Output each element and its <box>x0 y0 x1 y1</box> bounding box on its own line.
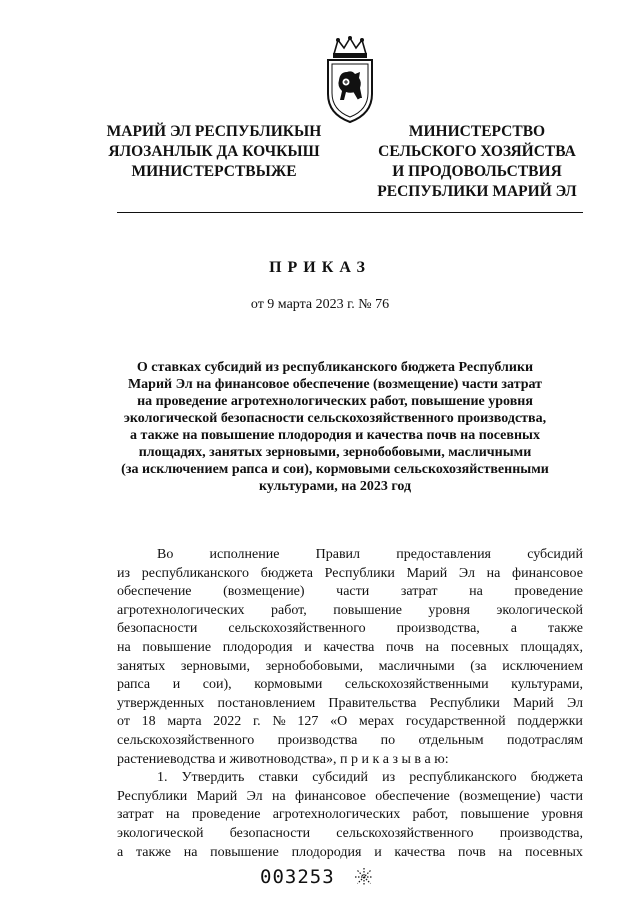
body-word: рапса <box>117 677 151 693</box>
body-word: ставки <box>258 770 299 786</box>
body-word: занятых <box>117 658 166 674</box>
body-word: сельскохозяйственного <box>117 732 255 748</box>
body-word: поддержки <box>517 714 583 730</box>
body-line <box>117 565 583 584</box>
header-right-block <box>366 122 588 202</box>
body-word: 1. <box>157 770 168 786</box>
body-word: 18 <box>141 714 156 730</box>
body-word: сои), <box>202 677 232 693</box>
body-word: исключением <box>502 658 583 674</box>
body-word: государственной <box>405 714 506 730</box>
body-line <box>117 844 583 863</box>
body-word: экологической <box>117 825 204 841</box>
body-word: исполнение <box>209 547 280 562</box>
body-line <box>117 676 583 695</box>
body-word: Правительства <box>328 695 417 711</box>
body-word: повышение <box>333 602 402 618</box>
body-word: субсидий <box>312 770 368 786</box>
body-word: финансовое <box>295 788 366 804</box>
body-word: на <box>469 584 483 600</box>
body-word: производства <box>277 732 358 748</box>
body-word: на <box>498 844 513 860</box>
body-text <box>117 546 583 862</box>
body-word: агротехнологических <box>117 602 245 618</box>
body-word: проведение <box>514 584 583 600</box>
body-line <box>117 602 583 621</box>
body-word: части <box>549 788 583 804</box>
body-line <box>117 806 583 825</box>
header-divider <box>117 212 583 213</box>
body-word: уровня <box>428 602 470 618</box>
subject-line: площадях, занятых зерновыми, зернобобовыми, масличными <box>138 445 532 460</box>
body-word: (возмещение) <box>459 788 541 804</box>
body-word: масличными <box>378 658 455 674</box>
subject-line: на проведение агротехнологических работ, повышение уровня <box>137 394 533 409</box>
header-left-line: ЯЛОЗАНЛЫК ДА КОЧКЫШ <box>108 143 320 160</box>
body-word: на <box>117 639 131 655</box>
body-word: утвержденных <box>117 695 205 711</box>
body-word: зерновыми, <box>180 658 250 674</box>
body-word: сельскохозяйственными <box>344 677 489 693</box>
subject-line: Марий Эл на финансовое обеспечение (возмещение) части затрат <box>127 377 543 392</box>
body-word: повышение <box>460 807 530 823</box>
body-word: Республики <box>324 565 395 581</box>
body-word: отдельным <box>418 732 484 748</box>
body-word: уровня <box>541 807 583 823</box>
subject-heading <box>90 359 580 495</box>
body-word: Во <box>157 547 174 562</box>
body-word: части <box>336 584 370 600</box>
subject-line: а также на повышение плодородия и качества почв на посевных <box>130 428 540 443</box>
body-word: бюджета <box>260 565 313 581</box>
body-line <box>117 769 583 788</box>
body-line <box>117 546 583 565</box>
body-word: почв <box>457 844 486 860</box>
body-line <box>117 713 583 732</box>
subject-line: О ставках субсидий из республиканского бюджета Республики <box>136 360 534 375</box>
body-word: повышение <box>210 844 279 860</box>
body-word: на <box>183 844 198 860</box>
coat-of-arms-emblem <box>322 36 378 124</box>
body-word: бюджета <box>530 770 583 786</box>
body-line <box>117 695 583 714</box>
body-word: от <box>117 714 130 730</box>
body-word: и <box>172 677 181 693</box>
body-word: экологической <box>496 602 583 618</box>
body-word: субсидий <box>527 547 583 562</box>
body-line <box>117 658 583 677</box>
body-word: безопасности <box>117 621 198 637</box>
header-left-line: МАРИЙ ЭЛ РЕСПУБЛИКЫН <box>106 123 322 140</box>
body-word: Эл <box>566 695 583 711</box>
body-word: кормовыми <box>254 677 323 693</box>
body-line <box>117 639 583 658</box>
body-word: из <box>117 565 131 581</box>
body-word: марта <box>167 714 202 730</box>
body-line <box>117 788 583 807</box>
body-word: по <box>380 732 396 748</box>
body-word: работ, <box>412 807 449 823</box>
body-word: на <box>271 788 286 804</box>
body-word: и <box>374 844 382 860</box>
body-word: Марий <box>513 695 554 711</box>
body-word: Эл <box>246 788 263 804</box>
body-word: финансовое <box>512 565 583 581</box>
body-word: республиканского <box>141 565 250 581</box>
body-word: а <box>510 621 517 637</box>
registration-number: 003253 <box>260 866 335 888</box>
body-word: площадях, <box>520 639 583 655</box>
body-word: постановлением <box>217 695 316 711</box>
header-right-line: МИНИСТЕРСТВО <box>408 123 546 140</box>
header-right-line: И ПРОДОВОЛЬСТВИЯ <box>392 163 562 180</box>
body-word: № <box>272 714 286 730</box>
body-word: почв <box>385 639 414 655</box>
body-word: Эл <box>458 565 475 581</box>
body-word: обеспечение <box>375 788 450 804</box>
body-word: на <box>486 565 501 581</box>
body-line <box>117 583 583 602</box>
body-word: работ, <box>271 602 307 618</box>
body-word: повышение <box>142 639 212 655</box>
body-word: зернобобовыми, <box>265 658 363 674</box>
body-line <box>117 732 583 751</box>
body-word: производства, <box>499 825 583 841</box>
body-word: подотраслям <box>506 732 583 748</box>
body-word: мерах <box>358 714 395 730</box>
body-word: на <box>165 807 180 823</box>
body-word: сельскохозяйственного <box>228 621 366 637</box>
body-line <box>117 751 583 770</box>
body-word: а <box>117 844 124 860</box>
body-word: (возмещение) <box>223 584 305 600</box>
body-word: «О <box>330 714 348 730</box>
body-line <box>117 825 583 844</box>
body-word: качества <box>323 639 375 655</box>
body-word: производства, <box>396 621 480 637</box>
body-word: на <box>425 639 440 655</box>
header-right-line: СЕЛЬСКОГО ХОЗЯЙСТВА <box>378 143 576 160</box>
body-word: Республики <box>117 788 188 804</box>
body-word: безопасности <box>229 825 311 841</box>
body-word: обеспечение <box>117 584 192 600</box>
date-line: от 9 марта 2023 г. № 76 <box>250 297 390 312</box>
body-word: республиканского <box>409 770 517 786</box>
document-type-title: ПРИКАЗ <box>269 259 371 276</box>
body-word: Утвердить <box>181 770 245 786</box>
body-word: также <box>135 844 171 860</box>
body-word: плодородия <box>291 844 362 860</box>
body-word: также <box>547 621 583 637</box>
body-word: Марий <box>196 788 238 804</box>
body-word: и <box>304 639 312 655</box>
body-word: предоставления <box>396 547 491 562</box>
body-word: 127 <box>297 714 319 730</box>
body-word: Марий <box>406 565 448 581</box>
body-word: (за <box>470 658 487 674</box>
body-word: затрат <box>400 584 438 600</box>
body-word: г. <box>252 714 261 730</box>
body-word: проведение <box>191 807 261 823</box>
header-left-block <box>98 122 330 182</box>
body-word: из <box>382 770 396 786</box>
header-right-line: РЕСПУБЛИКИ МАРИЙ ЭЛ <box>377 183 577 200</box>
body-word: посевных <box>524 844 583 860</box>
body-word: качества <box>394 844 446 860</box>
stamp-asterisk-icon <box>353 866 375 888</box>
body-word: Правил <box>315 547 361 562</box>
body-word: Республики <box>429 695 500 711</box>
subject-line: экологической безопасности сельскохозяйственного производства, <box>123 411 547 426</box>
body-word: 2022 <box>213 714 242 730</box>
body-word: плодородия <box>222 639 293 655</box>
body-line <box>117 620 583 639</box>
body-word: культурами, <box>511 677 583 693</box>
body-word: растениеводства и животноводства», п р и к а з ы в а ю: <box>117 751 449 767</box>
body-word: агротехнологических <box>272 807 401 823</box>
body-word: сельскохозяйственного <box>336 825 474 841</box>
body-word: затрат <box>117 807 154 823</box>
subject-line: (за исключением рапса и сои), кормовыми сельскохозяйственными <box>121 462 549 477</box>
subject-line: культурами, на 2023 год <box>258 479 412 494</box>
header-left-line: МИНИСТЕРСТВЫЖЕ <box>131 163 297 180</box>
body-word: посевных <box>450 639 509 655</box>
